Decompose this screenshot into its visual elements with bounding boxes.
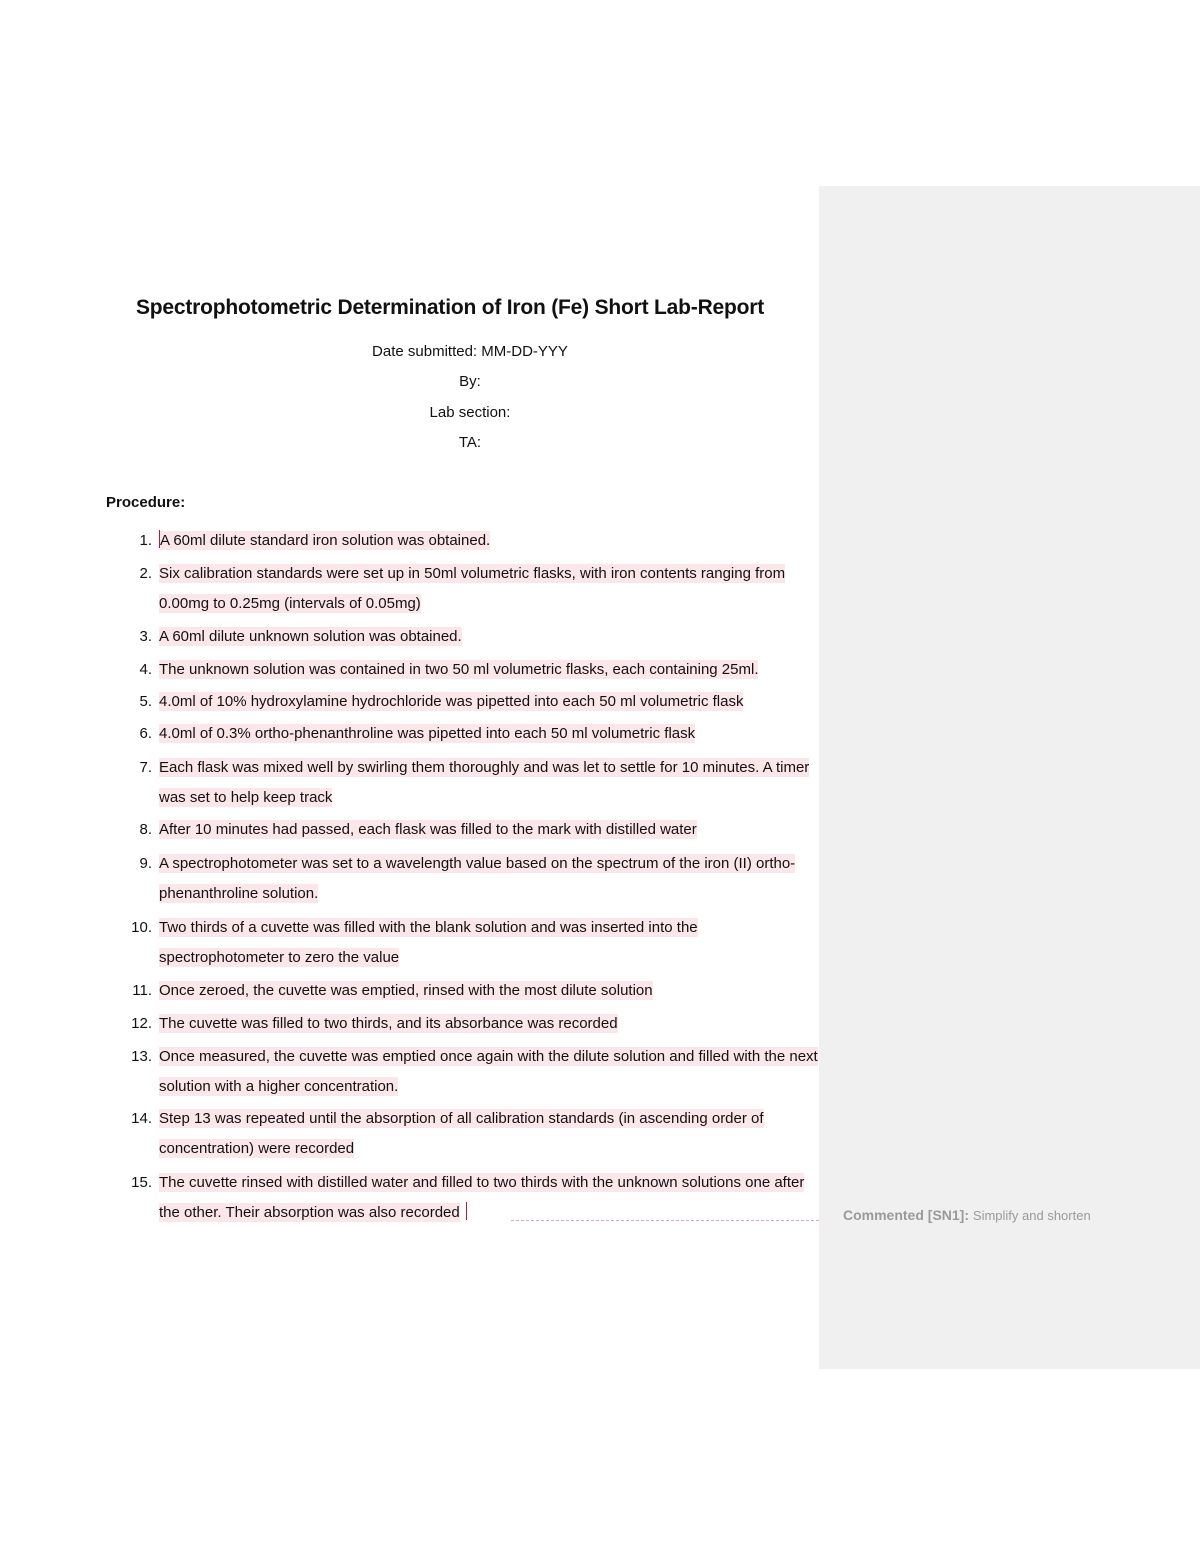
step-number: 6. bbox=[139, 725, 152, 742]
step-text: A 60ml dilute unknown solution was obtained. bbox=[159, 628, 462, 645]
author-line[interactable]: By: bbox=[459, 373, 481, 390]
step-number: 3. bbox=[139, 628, 152, 645]
step-number: 11. bbox=[132, 982, 152, 999]
comment-anchor-marker bbox=[466, 1202, 467, 1220]
step-text: Each flask was mixed well by swirling them thoroughly and was let to settle for 10 minutes. A timer was set to help keep track bbox=[159, 759, 810, 806]
step-number: 5. bbox=[139, 693, 152, 710]
step-number: 14. bbox=[131, 1110, 152, 1127]
procedure-heading[interactable]: Procedure: bbox=[106, 494, 186, 511]
step-number: 10. bbox=[131, 919, 152, 936]
step-number: 13. bbox=[131, 1048, 152, 1065]
step-number: 7. bbox=[139, 759, 152, 776]
step-text: Six calibration standards were set up in 50ml volumetric flasks, with iron contents ranging from 0.00mg to 0.25mg (intervals of 0.05mg) bbox=[159, 565, 786, 612]
step-text: After 10 minutes had passed, each flask was filled to the mark with distilled water bbox=[159, 821, 697, 838]
comment-pane bbox=[819, 186, 1200, 1369]
comment-label: Commented [SN1]: bbox=[843, 1207, 970, 1223]
comment-connector-line bbox=[511, 1220, 819, 1221]
step-text: Step 13 was repeated until the absorption of all calibration standards (in ascending order of concentration) were recorded bbox=[159, 1110, 764, 1157]
step-text: A spectrophotometer was set to a wavelength value based on the spectrum of the iron (II) ortho-phenanthroline solution. bbox=[159, 855, 796, 902]
document-title[interactable]: Spectrophotometric Determination of Iron (Fe) Short Lab-Report bbox=[135, 296, 765, 319]
step-number: 1. bbox=[139, 532, 152, 549]
step-text: 4.0ml of 0.3% ortho-phenanthroline was pipetted into each 50 ml volumetric flask bbox=[159, 725, 696, 742]
step-number: 9. bbox=[139, 855, 152, 872]
comment-body: Simplify and shorten bbox=[972, 1208, 1091, 1223]
lab-section-line[interactable]: Lab section: bbox=[429, 404, 511, 421]
step-text: The cuvette rinsed with distilled water and filled to two thirds with the unknown solutions one after the other. Their absorption was also recorded bbox=[159, 1174, 805, 1221]
step-text: Once zeroed, the cuvette was emptied, rinsed with the most dilute solution bbox=[159, 982, 653, 999]
step-text: 4.0ml of 10% hydroxylamine hydrochloride was pipetted into each 50 ml volumetric flask bbox=[159, 693, 744, 710]
date-submitted-line[interactable]: Date submitted: MM-DD-YYY bbox=[372, 343, 568, 360]
step-text: A 60ml dilute standard iron solution was obtained. bbox=[160, 532, 491, 549]
ta-line[interactable]: TA: bbox=[458, 434, 482, 451]
step-number: 8. bbox=[139, 821, 152, 838]
step-text: Two thirds of a cuvette was filled with the blank solution and was inserted into the spectrophotometer to zero the value bbox=[159, 919, 698, 966]
step-number: 4. bbox=[139, 661, 152, 678]
step-number: 15. bbox=[131, 1174, 152, 1191]
step-text: The unknown solution was contained in two 50 ml volumetric flasks, each containing 25ml. bbox=[159, 661, 759, 678]
step-text: The cuvette was filled to two thirds, and its absorbance was recorded bbox=[159, 1015, 618, 1032]
step-text: Once measured, the cuvette was emptied once again with the dilute solution and filled with the next solution with a higher concentration. bbox=[159, 1048, 818, 1095]
step-number: 12. bbox=[131, 1015, 152, 1032]
step-number: 2. bbox=[139, 565, 152, 582]
comment-balloon[interactable] bbox=[843, 1207, 1091, 1223]
